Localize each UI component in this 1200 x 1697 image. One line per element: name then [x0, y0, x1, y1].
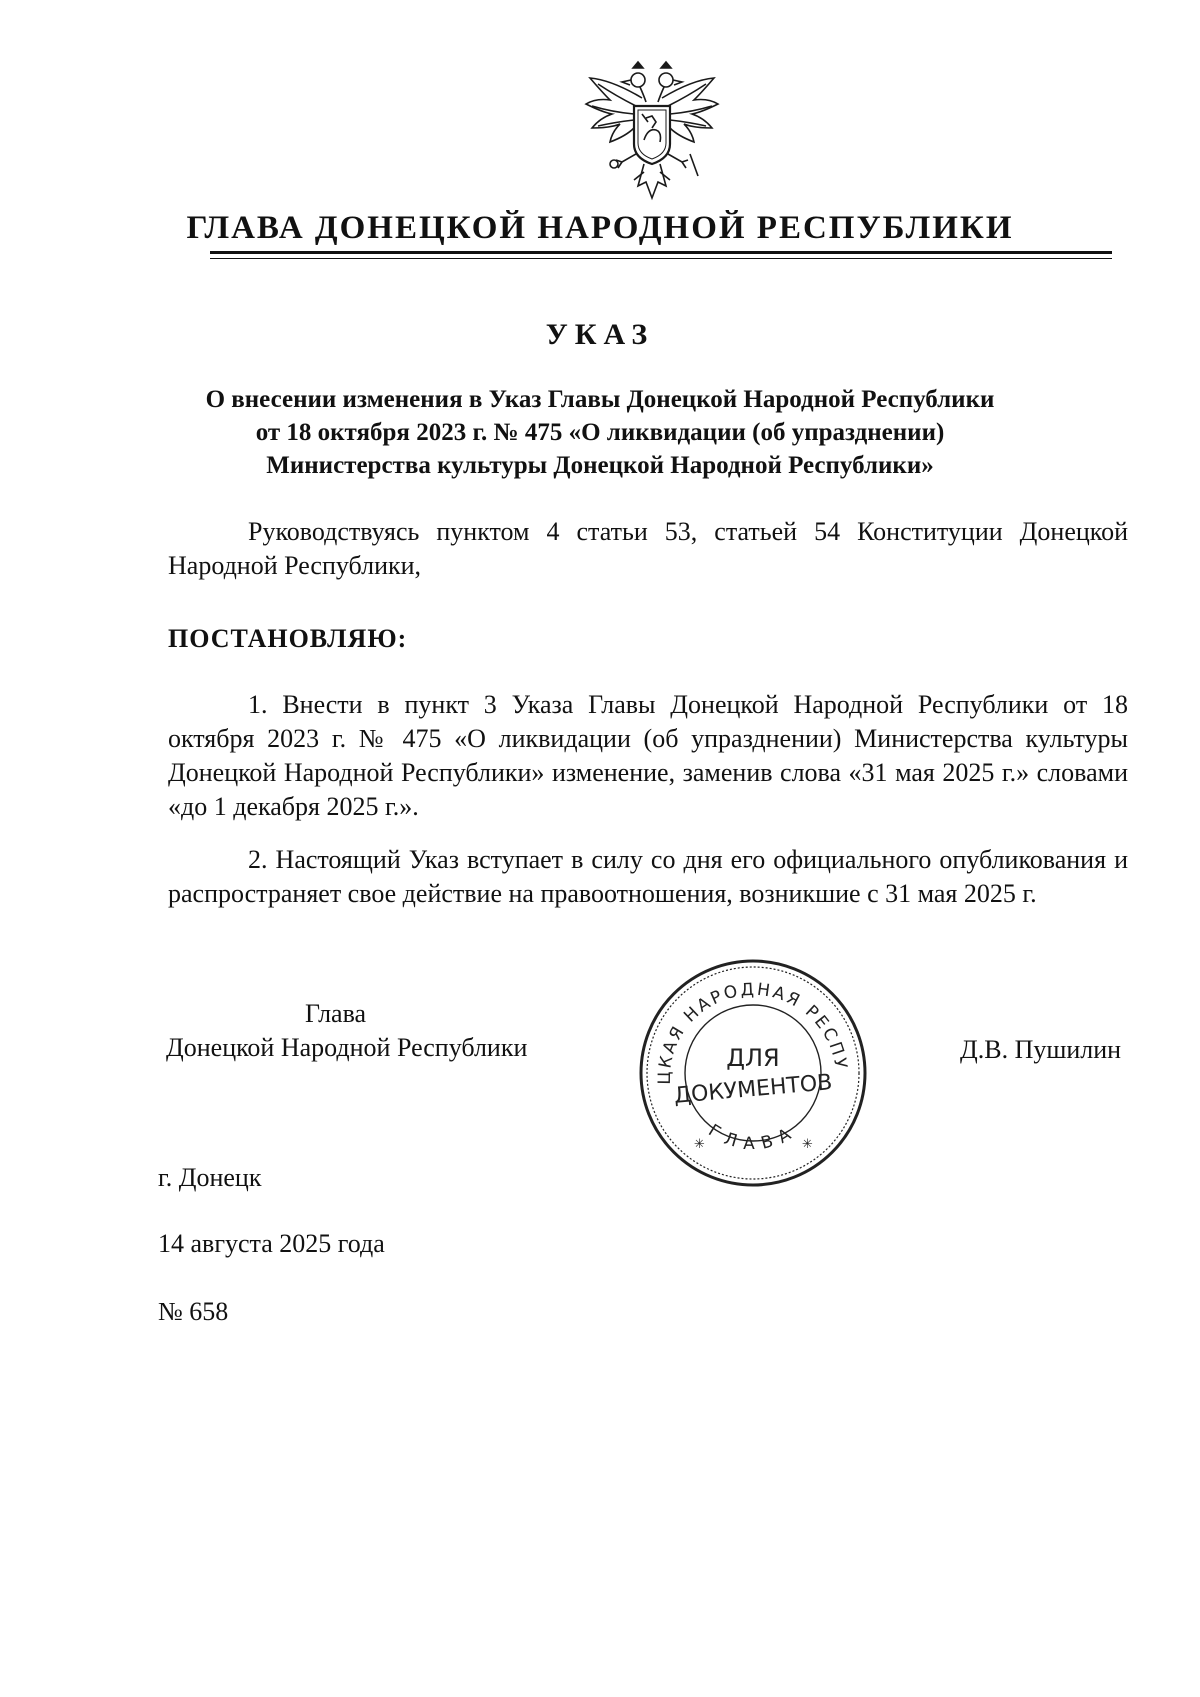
decree-item [168, 843, 1128, 911]
document-subject [150, 383, 1050, 482]
signatory-name: Д.В. Пушилин [960, 1035, 1122, 1064]
eagle-coat-of-arms-icon [582, 58, 722, 210]
stamp-outer-text: ЦКАЯ НАРОДНАЯ РЕСПУ [654, 979, 851, 1085]
legal-basis-paragraph [168, 515, 1128, 583]
issuer-title: ГЛАВА ДОНЕЦКОЙ НАРОДНОЙ РЕСПУБЛИКИ [186, 210, 1014, 246]
issue-date: 14 августа 2025 года [158, 1229, 385, 1258]
star-icon: ✳ [694, 1137, 705, 1152]
header-rule-thin [210, 258, 1112, 259]
issue-place: г. Донецк [158, 1163, 262, 1192]
subject-line: О внесении изменения в Указ Главы Донецкой Народной Республики [205, 386, 995, 413]
decree-item-text: 1. Внести в пункт 3 Указа Главы Донецкой Народной Республики от 18 октября 2023 г. № 475 «О ликвидации (об упразднении) Министерства культуры Донецкой Народной Республики» изменение, заменив слова «31 мая 2025 г.» словами «до 1 декабря 2025 г.». [168, 690, 1128, 821]
signatory-position: Глава [305, 999, 367, 1028]
document-type: УКАЗ [545, 318, 655, 351]
legal-basis-text: Руководствуясь пунктом 4 статьи 53, статьей 54 Конституции Донецкой Народной Республики, [168, 517, 1128, 580]
subject-line: Министерства культуры Донецкой Народной Республики» [266, 452, 934, 479]
decree-item-text: 2. Настоящий Указ вступает в силу со дня его официального опубликования и распространяет свое действие на правоотношения, возникшие с 31 мая 2025 г. [168, 845, 1128, 908]
official-stamp [628, 948, 878, 1198]
subject-line: от 18 октября 2023 г. № 475 «О ликвидации (об упразднении) [255, 419, 945, 446]
signatory-organization: Донецкой Народной Республики [166, 1033, 528, 1062]
header-rule-thick [210, 251, 1112, 254]
document-number: № 658 [158, 1297, 229, 1326]
decree-heading: ПОСТАНОВЛЯЮ: [168, 624, 408, 653]
decree-item [168, 688, 1128, 824]
stamp-center-line: ДОКУМЕНТОВ [672, 1070, 834, 1109]
stamp-center-line: ДЛЯ [726, 1044, 780, 1072]
star-icon: ✳ [802, 1137, 813, 1152]
stamp-bottom-text: ГЛАВА [704, 1120, 802, 1155]
